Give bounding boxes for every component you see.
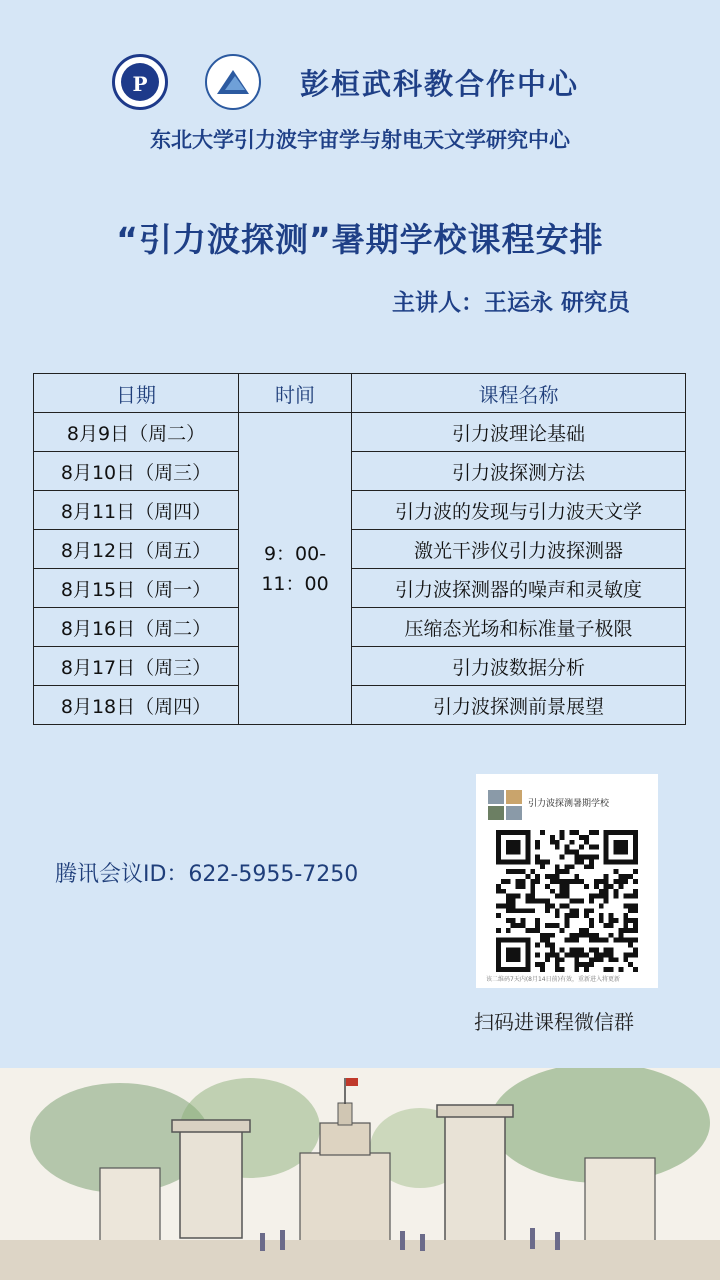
course-cell: 引力波探测器的噪声和灵敏度 bbox=[352, 569, 686, 608]
header-date: 日期 bbox=[34, 374, 239, 413]
time-start: 9：00- bbox=[263, 542, 327, 565]
time-cell bbox=[239, 413, 352, 725]
group-avatar bbox=[488, 790, 522, 820]
meeting-id: 腾讯会议ID：622-5955-7250 bbox=[55, 862, 359, 887]
lecturer: 主讲人：王运永 研究员 bbox=[391, 290, 630, 316]
header-time: 时间 bbox=[239, 374, 352, 413]
course-cell: 压缩态光场和标准量子极限 bbox=[352, 608, 686, 647]
header-course: 课程名称 bbox=[352, 374, 686, 413]
qr-caption: 扫码进课程微信群 bbox=[474, 1010, 634, 1034]
course-cell: 激光干涉仪引力波探测器 bbox=[352, 530, 686, 569]
table-row bbox=[34, 530, 686, 569]
schedule-table bbox=[33, 373, 686, 725]
course-cell: 引力波探测方法 bbox=[352, 452, 686, 491]
table-row bbox=[34, 491, 686, 530]
date-cell: 8月9日（周二） bbox=[34, 413, 239, 452]
table-row bbox=[34, 569, 686, 608]
page-title: “引力波探测”暑期学校课程安排 bbox=[116, 220, 604, 259]
qr-footer-note: 该二维码7天内(8月14日前)有效，重新进入将更新 bbox=[486, 976, 620, 983]
logo-letter-p-icon: P bbox=[132, 72, 148, 96]
time-end: 11：00 bbox=[261, 572, 329, 595]
table-row bbox=[34, 452, 686, 491]
campus-gate-illustration bbox=[0, 1068, 720, 1280]
university-logo-left bbox=[112, 54, 168, 110]
course-cell: 引力波的发现与引力波天文学 bbox=[352, 491, 686, 530]
date-cell: 8月11日（周四） bbox=[34, 491, 239, 530]
table-row bbox=[34, 608, 686, 647]
date-cell: 8月17日（周三） bbox=[34, 647, 239, 686]
date-cell: 8月16日（周二） bbox=[34, 608, 239, 647]
course-cell: 引力波理论基础 bbox=[352, 413, 686, 452]
course-cell: 引力波数据分析 bbox=[352, 647, 686, 686]
university-logo-right bbox=[205, 54, 261, 110]
date-cell: 8月15日（周一） bbox=[34, 569, 239, 608]
org-secondary: 东北大学引力波宇宙学与射电天文学研究中心 bbox=[150, 128, 570, 152]
table-row bbox=[34, 686, 686, 725]
table-row bbox=[34, 413, 686, 452]
qr-code[interactable] bbox=[496, 830, 638, 972]
date-cell: 8月18日（周四） bbox=[34, 686, 239, 725]
qr-group-name: 引力波探测暑期学校 bbox=[528, 799, 610, 809]
course-cell: 引力波探测前景展望 bbox=[352, 686, 686, 725]
date-cell: 8月12日（周五） bbox=[34, 530, 239, 569]
org-primary: 彭桓武科教合作中心 bbox=[300, 67, 580, 101]
qr-card[interactable] bbox=[476, 774, 658, 988]
table-row bbox=[34, 647, 686, 686]
date-cell: 8月10日（周三） bbox=[34, 452, 239, 491]
table-header-row bbox=[34, 374, 686, 413]
